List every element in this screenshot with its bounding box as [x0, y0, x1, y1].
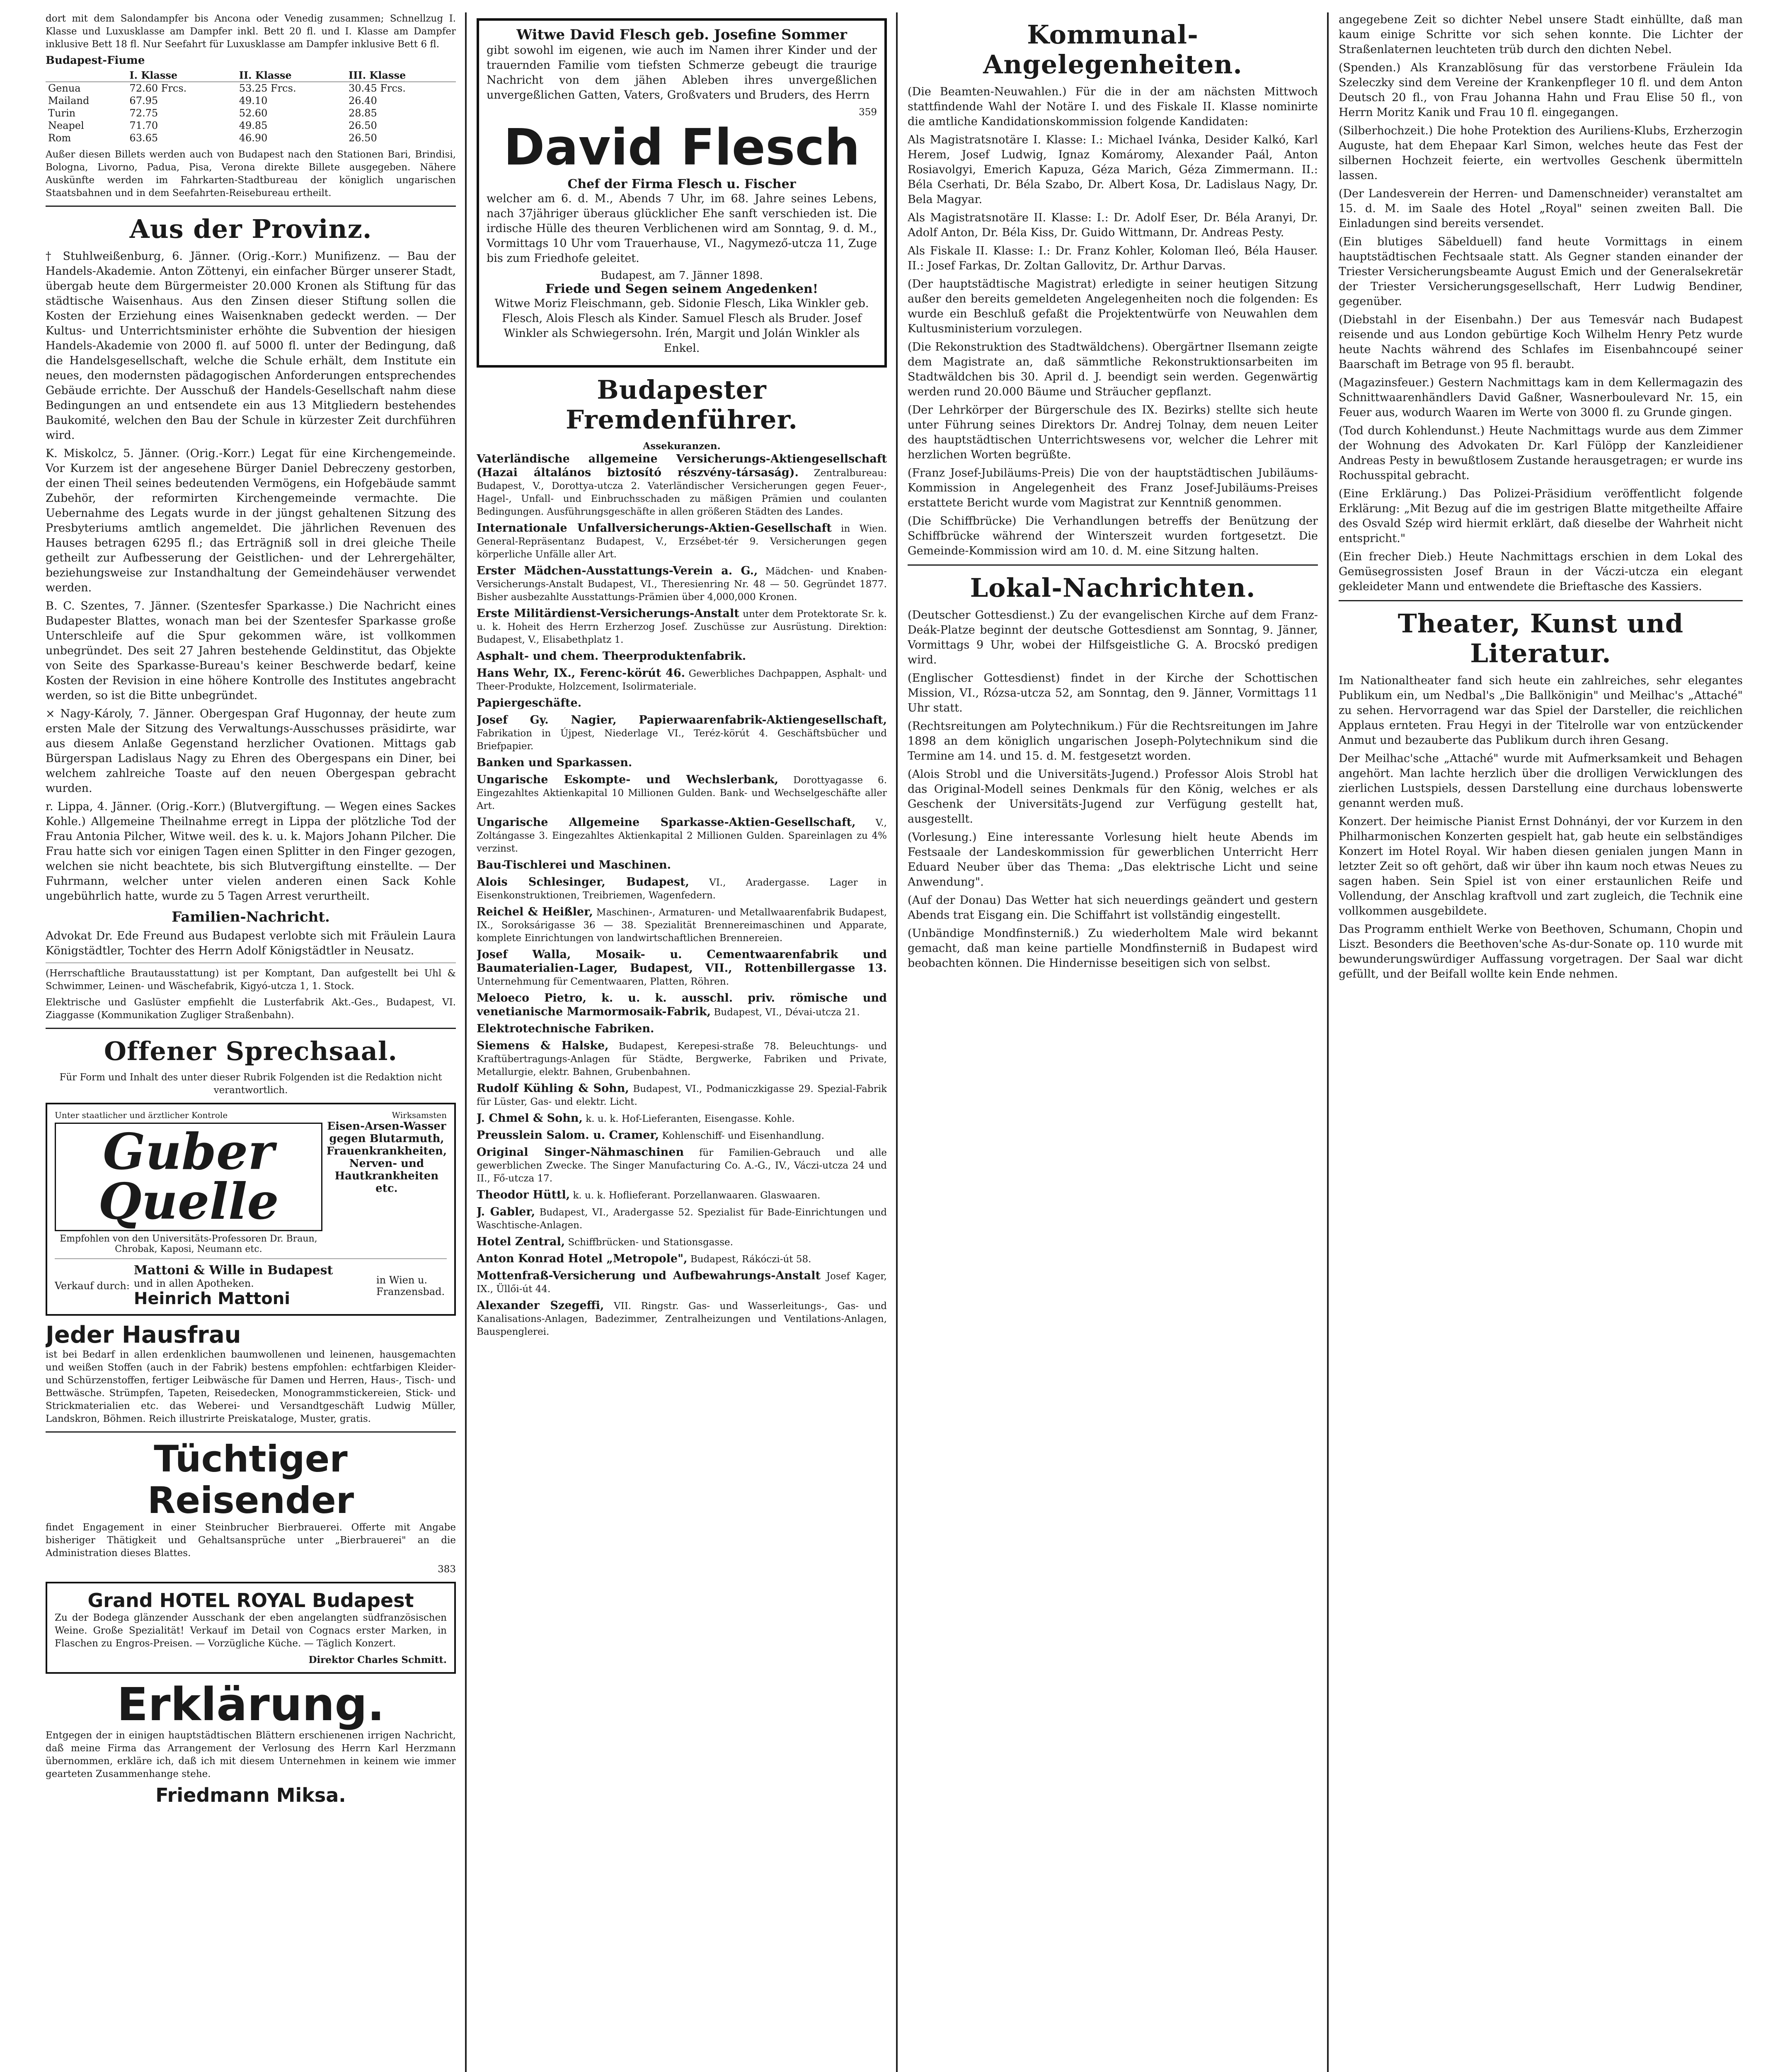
- timetable-row: [46, 107, 456, 119]
- guber-quelle-logo: Guber Quelle: [55, 1123, 322, 1231]
- article-paragraph: (Auf der Donau) Das Wetter hat sich neuerdings geändert und gestern Abends trat Eisgang ein. Die Schiffahrt ist vollständig eingestellt.: [908, 894, 1318, 922]
- timetable-cell: 53.25 Frcs.: [239, 82, 296, 94]
- guide-entry-name: Elektrotechnische Fabriken.: [477, 1022, 654, 1035]
- ad-seller: Mattoni & Wille in Budapest: [133, 1263, 333, 1278]
- guide-entry-name: Siemens & Halske,: [477, 1039, 609, 1052]
- article-paragraph: K. Miskolcz, 5. Jänner. (Orig.-Korr.) Legat für eine Kirchengemeinde. Vor Kurzem ist der angesehene Bürger Daniel Debreczeny gestorben, der einen Theil seines bedeutenden Vermögens, ein Hofgebäude sammt Zubehör, der reformirten Kirchengemeinde vermachte. Die Uebernahme des Legats wurde in der jüngst gehaltenen Sitzung des Presbyteriums amtlich angemeldet. Die jährlichen Revenuen des Hauses betragen 6295 fl.; das Erträgniß soll in drei gleiche Theile getheilt zur Aufbesserung der Geistlichen- und der Lehrergehälter, beziehungsweise zur Instandhaltung der Gemeindehäuser verwendet werden.: [46, 447, 456, 594]
- section-title-kommunal: Kommunal-Angelegenheiten.: [983, 19, 1242, 80]
- article-paragraph: Das Programm enthielt Werke von Beethoven, Schumann, Chopin und Liszt. Besonders die Beethoven'sche As-dur-Sonate op. 110 wurde mit bewunderungswürdiger Auffassung vorgetragen. Der Saal war dicht gefüllt, und der Beifall wollte kein Ende nehmen.: [1339, 923, 1743, 980]
- guide-entry: [477, 650, 887, 663]
- guide-entry-name: Banken und Sparkassen.: [477, 756, 632, 769]
- ad-grand-hotel: [46, 1582, 456, 1674]
- guide-entry-text: Budapest, VI., Dévai-utcza 21.: [714, 1007, 860, 1018]
- obituary-number: 359: [859, 107, 877, 118]
- article-paragraph: (Der Lehrkörper der Bürgerschule des IX. Bezirks) stellte sich heute unter Führung seines Direktors Dr. Andrej Tolnay, dem neuen Leiter des hauptstädtischen Unterrichtswesens vor, welcher die Lehrer mit herzlichen Worten begrüßte.: [908, 404, 1318, 461]
- guide-entry: [477, 1082, 887, 1109]
- guide-entry-text: Gewerbliches Dachpappen, Asphalt- und Theer-Produkte, Holzcement, Isolirmateriale.: [477, 668, 887, 692]
- guide-entry-text: VI., Aradergasse. Lager in Eisenkonstruktionen, Treibriemen, Wagenfedern.: [477, 877, 887, 901]
- timetable-cell: 67.95: [129, 95, 158, 107]
- guide-entry-name: Ungarische Eskompte- und Wechslerbank,: [477, 773, 779, 786]
- timetable-cell: Turin: [48, 107, 76, 119]
- guide-entry-name: J. Chmel & Sohn,: [477, 1112, 583, 1125]
- ad-hausfrau-title: Jeder Hausfrau: [46, 1322, 241, 1348]
- guide-entry-text: Unternehmung für Cementwaaren, Platten, Röhren.: [477, 976, 729, 987]
- guide-entry: [477, 992, 887, 1019]
- guide-entry-name: Theodor Hüttl,: [477, 1188, 570, 1201]
- guide-entry-text: für Familien-Gebrauch und alle gewerblichen Zwecke. The Singer Manufacturing Co. A.-G., IV., Váczi-utcza 24 und II., Fő-utcza 17.: [477, 1147, 887, 1184]
- guide-entry: [477, 905, 887, 945]
- guide-entry: [477, 1039, 887, 1079]
- guide-entry-name: Papiergeschäfte.: [477, 697, 582, 709]
- timetable-cell: 63.65: [129, 132, 158, 144]
- timetable-header: I. Klasse: [127, 69, 236, 82]
- guide-entry-text: Budapest, Kerepesi-straße 78. Beleuchtungs- und Kraftübertragungs-Anlagen für Städte, Bergwerke, Fabriken und Private, Metallurgie, elektr. Bahnen, Grubenbahnen.: [477, 1041, 887, 1077]
- guide-entry-name: Mottenfraß-Versicherung und Aufbewahrungs-Anstalt: [477, 1269, 821, 1282]
- divider: [46, 1028, 456, 1029]
- ad-reisender-title: Tüchtiger Reisender: [147, 1438, 354, 1522]
- obituary-intro: gibt sowohl im eigenen, wie auch im Namen ihrer Kinder und der trauernden Familie vom tiefsten Schmerze gebeugt die traurige Nachricht von dem jähen Ableben ihres unvergeßlichen unvergeßlichen Gatten, Vaters, Großvaters und Bruders, des Herrn: [487, 44, 877, 102]
- guide-entry: [477, 607, 887, 646]
- article-paragraph: (Diebstahl in der Eisenbahn.) Der aus Temesvár nach Budapest reisende und aus London gebürtige Koch Wilhelm Henry Petz wurde heute Nachts während des Schlafes im Eisenbahncoupé seiner Baarschaft im Betrage von 95 fl. beraubt.: [1339, 313, 1743, 371]
- guide-entry-name: Asphalt- und chem. Theerproduktenfabrik.: [477, 650, 746, 663]
- timetable-cell: 46.90: [239, 132, 268, 144]
- ad-guber-quelle: [46, 1103, 456, 1316]
- guide-entry: [477, 756, 887, 770]
- timetable-header: II. Klasse: [237, 69, 346, 82]
- article-paragraph: (Vorlesung.) Eine interessante Vorlesung hielt heute Abends im Festsaale der Landeskommission für gewerblichen Unterricht Herr Eduard Neuber über das Thema: „Das elektrische Licht und seine Anwendung".: [908, 831, 1318, 888]
- timetable-cell: 49.85: [239, 120, 268, 131]
- article-paragraph: Konzert. Der heimische Pianist Ernst Dohnányi, der vor Kurzem in den Philharmonischen Konzerten gespielt hat, gab heute ein selbständiges Konzert im Hotel Royal. Wir haben diesen genialen jungen Mann in letzter Zeit so oft gehört, daß wir über ihn kaum noch etwas Neues zu sagen haben. Sein Spiel ist von einer erstaunlichen Reife und Vollendung, der Anschlag kraftvoll und zart zugleich, die Technik eine vollkommen ausgebildete.: [1339, 815, 1743, 917]
- guide-entry: [477, 876, 887, 902]
- article-paragraph: (Der hauptstädtische Magistrat) erledigte in seiner heutigen Sitzung außer den bereits gemeldeten Angelegenheiten noch die folgenden: Es wurde ein Beschluß gefaßt die Projektentwürfe von Neuwahlen dem Kultusministerium vorzulegen.: [908, 278, 1318, 335]
- timetable-cell: Genua: [48, 82, 81, 94]
- guide-entry-text: Maschinen-, Armaturen- und Metallwaarenfabrik Budapest, IX., Soroksárigasse 36 — 38. Spezialität Brennereimaschinen und Apparate, komplete Einrichtungen von landwirtschaftlichen Brennereien.: [477, 907, 887, 944]
- timetable-intro: dort mit dem Salondampfer bis Ancona oder Venedig zusammen; Schnellzug I. Klasse und Luxusklasse am Dampfer inkl. Bett 20 fl. und I. Klasse am Dampfer inklusive Bett 18 fl. Nur Seefahrt für Luxusklasse am Dampfer inklusive Bett 6 fl.: [46, 13, 456, 50]
- ad-grand-director: Direktor Charles Schmitt.: [308, 1654, 447, 1665]
- guide-entry-text: Josef Kager, IX., Üllői-út 44.: [477, 1271, 887, 1295]
- obituary-date: Budapest, am 7. Jänner 1898.: [601, 269, 763, 282]
- ad-label: Verkauf durch:: [55, 1280, 130, 1292]
- guide-entry-text: V., Zoltángasse 3. Eingezahltes Aktienkapital 2 Millionen Gulden. Spareinlagen zu 4% verzinst.: [477, 818, 887, 854]
- guide-entry: [477, 1205, 887, 1232]
- timetable-cell: 26.50: [349, 132, 377, 144]
- article-paragraph: (Eine Erklärung.) Das Polizei-Präsidium veröffentlicht folgende Erklärung: „Mit Bezug auf die im gestrigen Blatte mitgetheilte Affaire des Osvald Szép wird hiermit erklärt, daß dieselbe der Wahrheit nicht entspricht.": [1339, 487, 1743, 545]
- timetable-cell: 30.45 Frcs.: [349, 82, 406, 94]
- obituary-role: Chef der Firma Flesch u. Fischer: [567, 177, 796, 191]
- section-title-theater: Theater, Kunst und Literatur.: [1397, 608, 1684, 668]
- article-paragraph: (Unbändige Mondfinsterniß.) Zu wiederholtem Male wird bekannt gemacht, daß man keine partielle Mondfinsterniß in Budapest wird beobachten können. Die Hindernisse beseitigen sich von selbst.: [908, 927, 1318, 970]
- ad-brand: Heinrich Mattoni: [133, 1289, 290, 1308]
- family-notice: Advokat Dr. Ede Freund aus Budapest verlobte sich mit Fräulein Laura Königstädtler, Tochter des Herrn Adolf Königstädtler in Neusatz.: [46, 929, 456, 957]
- article-paragraph: (Die Schiffbrücke) Die Verhandlungen betreffs der Benützung der Schiffbrücke während der Winterszeit wurden fortgesetzt. Die Gemeinde-Kommission wird am 10. d. M. eine Sitzung halten.: [908, 515, 1318, 557]
- guide-entry: [477, 714, 887, 753]
- guide-entry: [477, 773, 887, 813]
- guide-entry: [477, 1235, 887, 1249]
- obituary-text: welcher am 6. d. M., Abends 7 Uhr, im 68. Jahre seines Lebens, nach 37jähriger überaus glücklicher Ehe sanft verschieden ist. Die irdische Hülle des theuren Verblichenen wird am Sonntag, 9. d. M., Vormittags 10 Uhr vom Trauerhause, VI., Nagymező-utcza 11, Zuge bis zum Friedhofe geleitet.: [487, 192, 877, 265]
- obituary-name: David Flesch: [503, 119, 860, 177]
- guide-entry-text: VII. Ringstr. Gas- und Wasserleitungs-, Gas- und Kanalisations-Anlagen, Badezimmer, Zentralheizungen und Ventilations-Anlagen, Bauspenglerei.: [477, 1301, 887, 1337]
- timetable-cell: 26.50: [349, 120, 377, 131]
- ad-reisender-text: findet Engagement in einer Steinbrucher Bierbrauerei. Offerte mit Angabe bisheriger Thätigkeit und Gehaltsansprüche unter „Bierbrauerei" an die Administration dieses Blattes.: [46, 1522, 456, 1559]
- article-paragraph: (Ein blutiges Säbelduell) fand heute Vormittags in einem hauptstädtischen Fechtsaale statt. Als Gegner standen einander der Triester Versicherungsbeamte August Emich und der Generalsekretär der Triester Versicherungsgesellschaft, Herr Ludwig Bendiner, gegenüber.: [1339, 235, 1743, 308]
- ad-grand-title: Grand HOTEL ROYAL Budapest: [87, 1589, 414, 1612]
- article-paragraph: (Tod durch Kohlendunst.) Heute Nachmittags wurde aus dem Zimmer der Wohnung des Advokaten Dr. Karl Fülöpp der Kanzleidiener Andreas Pesty in bewußtlosem Zustande herausgetragen; er wurde ins Rochusspital gebracht.: [1339, 424, 1743, 482]
- section-title-family: Familien-Nachricht.: [172, 909, 330, 925]
- timetable-title: Budapest-Fiume: [46, 54, 145, 67]
- timetable-cell: 52.60: [239, 107, 268, 119]
- timetable: [46, 69, 456, 144]
- column-1: [46, 12, 456, 2072]
- guide-entry-name: Original Singer-Nähmaschinen: [477, 1146, 684, 1159]
- article-paragraph: † Stuhlweißenburg, 6. Jänner. (Orig.-Korr.) Munifizenz. — Bau der Handels-Akademie. Anton Zöttenyi, ein einfacher Bürger unserer Stadt, übergab heute dem Bürgermeister 20.000 Kronen als Stiftung für das städtische Waisenhaus. Aus den Zinsen dieser Stiftung sollen die Kosten der Erziehung eines Waisenknaben gedeckt werden. — Der Kultus- und Unterrichtsminister erhöhte die Subvention der hiesigen Handels-Akademie von 2000 fl. auf 5000 fl. unter der Bedingung, daß die Handelsgesellschaft, welche die Schule erhält, dem Institute ein neues, den modernsten pädagogischen Anforderungen entsprechendes Gebäude errichte. Der Ausschuß der Handels-Gesellschaft nahm diese Bedingungen an und entsendete ein aus 13 Mitgliedern bestehendes Baukomité, welchen den Bau der Schule in kürzester Zeit durchführen wird.: [46, 250, 456, 442]
- article-paragraph: r. Lippa, 4. Jänner. (Orig.-Korr.) (Blutvergiftung. — Wegen eines Sackes Kohle.) Allgemeine Theilnahme erregt in Lippa der plötzliche Tod der Frau Antonia Pilcher, Witwe weil. des k. u. k. Majors Johann Pilcher. Die Frau hatte sich vor einigen Tagen einen Splitter in den Finger gezogen, welchen sie nicht beachtete, bis sich Blutvergiftung einstellte. — Der Fuhrmann, welcher unter vielen anderen einen Sack Kohle ungebührlich hatte, wurde zu 5 Tagen Arrest verurtheilt.: [46, 800, 456, 903]
- timetable-cell: Neapel: [48, 120, 84, 131]
- timetable-cell: 72.60 Frcs.: [129, 82, 187, 94]
- erklaerung-title: Erklärung.: [117, 1678, 385, 1731]
- guide-entry-text: unter dem Protektorate Sr. k. u. k. Hoheit des Herrn Erzherzog Josef. Zuschüsse zur Ausrüstung. Direktion: Budapest, V., Elisabethplatz 1.: [477, 609, 887, 645]
- article-paragraph: Als Magistratsnotäre II. Klasse: I.: Dr. Adolf Eser, Dr. Béla Aranyi, Dr. Adolf Anton, Dr. Béla Kiss, Dr. Guido Wittmann, Dr. Andreas Pesty.: [908, 211, 1318, 239]
- article-paragraph: (Deutscher Gottesdienst.) Zu der evangelischen Kirche auf dem Franz-Deák-Platze beginnt der deutsche Gottesdienst am Sonntag, 9. Jänner, Vormittags 9 Uhr, wobei der Hilfsgeistliche G. A. Brocskó predigen wird.: [908, 609, 1318, 666]
- guide-entry: [477, 1188, 887, 1202]
- article-paragraph: angegebene Zeit so dichter Nebel unsere Stadt einhüllte, daß man kaum einige Schritte vor sich sehen konnte. Die Lichter der Straßenlaternen leuchteten trüb durch den dichten Nebel.: [1339, 13, 1743, 56]
- guide-entry-name: Alexander Szegeffi,: [477, 1299, 604, 1312]
- article-paragraph: (Der Landesverein der Herren- und Damenschneider) veranstaltet am 15. d. M. im Saale des Hotel „Royal" seinen zweiten Ball. Die Einladungen sind bereits versendet.: [1339, 187, 1743, 230]
- guide-entry-text: in Wien. General-Repräsentanz Budapest, V., Erzsébet-tér 9. Versicherungen gegen körperliche Unfälle aller Art.: [477, 523, 887, 560]
- small-ad: Elektrische und Gaslüster empfiehlt die Lusterfabrik Akt.-Ges., Budapest, VI. Ziaggasse (Kommunikation Zugliger Straßenbahn).: [46, 997, 456, 1021]
- guide-entry: [477, 1022, 887, 1036]
- ad-description: Eisen-Arsen-Wasser gegen Blutarmuth, Frauenkrankheiten, Nerven- und Hautkrankheiten etc.: [326, 1120, 447, 1195]
- sprechsaal-note: Für Form und Inhalt des unter dieser Rubrik Folgenden ist die Redaktion nicht verantwortlich.: [59, 1072, 442, 1096]
- column-rule: [465, 12, 467, 2072]
- timetable-cell: Rom: [48, 132, 71, 144]
- guide-entry-text: Kohlenschiff- und Eisenhandlung.: [662, 1130, 825, 1141]
- guide-entry-name: Erster Mädchen-Ausstattungs-Verein a. G.,: [477, 564, 758, 577]
- guide-entry-name: Bau-Tischlerei und Maschinen.: [477, 859, 671, 871]
- section-title-local: Lokal-Nachrichten.: [970, 573, 1256, 603]
- guide-entry-name: Josef Gy. Nagier, Papierwaarenfabrik-Aktiengesellschaft,: [477, 714, 887, 726]
- guide-entry: [477, 1252, 887, 1266]
- guide-entry-text: Fabrikation in Újpest, Niederlage VI., Teréz-körút 4. Geschäftsbücher und Briefpapier.: [477, 728, 887, 752]
- guide-entry-text: k. u. k. Hoflieferant. Porzellanwaaren. Glaswaaren.: [573, 1190, 821, 1201]
- guide-entry: [477, 948, 887, 988]
- divider: [46, 206, 456, 207]
- article-paragraph: (Spenden.) Als Kranzablösung für das verstorbene Fräulein Ida Szeleczky sind dem Vereine der Krankenpfleger 10 fl. und dem Anton Deutsch 20 fl., von Frau Johanna Hahn und Frau Elise 50 fl., von Herrn Moritz Kanik und Frau 10 fl. eingegangen.: [1339, 61, 1743, 119]
- guide-entry: [477, 859, 887, 872]
- timetable-cell: 49.10: [239, 95, 268, 107]
- divider: [908, 564, 1318, 566]
- article-paragraph: (Die Rekonstruktion des Stadtwäldchens). Obergärtner Ilsemann zeigte dem Magistrate an, daß sämmtliche Rekonstruktionsarbeiten im Stadtwäldchen bis 30. April d. J. beendigt sein werden. Gegenwärtig werden rund 20.000 Bäume und Sträucher gepflanzt.: [908, 341, 1318, 398]
- article-paragraph: (Magazinsfeuer.) Gestern Nachmittags kam in dem Kellermagazin des Schnittwaarenhändlers David Gaßner, Wasnerboulevard Nr. 15, ein Feuer aus, wodurch Waaren im Werte von 3000 fl. zu Grunde gingen.: [1339, 376, 1743, 419]
- guide-entry-name: Erste Militärdienst-Versicherungs-Anstalt: [477, 607, 739, 620]
- column-rule: [896, 12, 898, 2072]
- newspaper-page: [46, 12, 1743, 2072]
- section-title-guide: Budapester Fremdenführer.: [565, 375, 798, 435]
- erklaerung-text: Entgegen der in einigen hauptstädtischen Blättern erschienenen irrigen Nachricht, daß meine Firma das Arrangement der Verlosung des Herrn Karl Herzmann übernommen, erkläre ich, daß ich mit diesem Unternehmen in keinem wie immer gearteten Zusammenhange stehe.: [46, 1730, 456, 1779]
- guide-entry: [477, 453, 887, 518]
- guide-entry-name: Josef Walla, Mosaik- u. Cementwaarenfabrik und Baumaterialien-Lager, Budapest, VII., Rottenbillergasse 13.: [477, 948, 887, 975]
- ad-recommendation: Empfohlen von den Universitäts-Professoren Dr. Braun, Chrobak, Kaposi, Neumann etc.: [60, 1234, 317, 1254]
- guide-entry-text: Mädchen- und Knaben-Versicherungs-Anstalt Budapest, VI., Theresienring Nr. 48 — 50. Gegründet 1877. Bisher ausbezahlte Ausstattungs-Prämien über 4,000,000 Kronen.: [477, 566, 887, 603]
- timetable-cell: 28.85: [349, 107, 377, 119]
- guide-entry: [477, 1269, 887, 1296]
- timetable-cell: Mailand: [48, 95, 90, 107]
- article-paragraph: (Alois Strobl und die Universitäts-Jugend.) Professor Alois Strobl hat das Original-Modell seines Denkmals für den König, welches er als Geschenk der Universitäts-Jugend zur Verfügung gestellt hat, ausgestellt.: [908, 768, 1318, 825]
- guide-entry-text: Budapest, VI., Podmaniczkigasse 29. Spezial-Fabrik für Lüster, Gas- und elektr. Licht.: [477, 1084, 887, 1107]
- article-paragraph: B. C. Szentes, 7. Jänner. (Szentesfer Sparkasse.) Die Nachricht eines Budapester Blattes, wonach man bei der Szentesfer Sparkasse große Unterschleife auf die Spur gekommen wäre, ist vollkommen unbegründet. Des seit 27 Jahren bestehende Geldinstitut, das Objekte von Seite des Sparkasse-Bureau's keiner Beschwerde bedarf, keine Kosten der Revision in eine höhere Kontrolle des Institutes angebracht werden, so ist die Bitte unbegründet.: [46, 600, 456, 702]
- guide-entry: [477, 1299, 887, 1339]
- small-ad: (Herrschaftliche Brautausstattung) ist per Komptant, Dan aufgestellt bei Uhl & Schwimmer, Leinen- und Wäschefabrik, Kigyó-utcza 1, 1. Stock.: [46, 968, 456, 992]
- article-paragraph: (Die Beamten-Neuwahlen.) Für die in der am nächsten Mittwoch stattfindende Wahl der Notäre I. und des Fiskale II. Klasse nominirte die amtliche Kandidationskommission folgende Kandidaten:: [908, 85, 1318, 128]
- article-paragraph: (Englischer Gottesdienst) findet in der Kirche der Schottischen Mission, VI., Rózsa-utcza 52, am Sonntag, den 9. Jänner, Vormittags 11 Uhr statt.: [908, 672, 1318, 714]
- guide-entry-name: Vaterländische allgemeine Versicherungs-Aktiengesellschaft (Hazai általános biztosító részvény-társaság).: [477, 453, 887, 479]
- article-paragraph: (Ein frecher Dieb.) Heute Nachmittags erschien in dem Lokal des Gemüsegrossisten Josef Braun in der Váczi-utcza ein elegant gekleideter Mann und entwendete die Brieftasche des Kassiers.: [1339, 550, 1743, 593]
- guide-entry-text: Budapest, Rákóczi-út 58.: [690, 1254, 811, 1265]
- guide-entry: [477, 1129, 887, 1143]
- guide-entry-name: Reichel & Heißler,: [477, 905, 593, 918]
- timetable-row: [46, 94, 456, 107]
- guide-entry-name: Meloeco Pietro, k. u. k. ausschl. priv. römische und venetianische Marmormosaik-Fabrik,: [477, 992, 887, 1018]
- guide-entry: [477, 816, 887, 855]
- guide-subtitle: Assekuranzen.: [643, 441, 721, 452]
- article-paragraph: Als Fiskale II. Klasse: I.: Dr. Franz Kohler, Koloman Ileó, Béla Hauser. II.: Josef Farkas, Dr. Zoltan Gallovitz, Dr. Arthur Darvas.: [908, 244, 1318, 272]
- ad-grand-text: Zu der Bodega glänzender Ausschank der eben angelangten südfranzösischen Weine. Große Spezialität! Verkauf im Detail von Cognacs erster Marken, in Flaschen zu Engros-Preisen. — Vorzügliche Küche. — Täglich Konzert.: [55, 1612, 447, 1649]
- timetable-row: [46, 119, 456, 132]
- guide-entry-name: Rudolf Kühling & Sohn,: [477, 1082, 629, 1095]
- ad-hausfrau-text: ist bei Bedarf in allen erdenklichen baumwollenen und leinenen, hausgemachten und weißen Stoffen (auch in der Fabrik) bestens empfohlen: echtfarbigen Kleider- und Schürzenstoffen, fertiger Leibwäsche für Damen und Herren, Haus-, Tisch- und Bettwäsche. Strümpfen, Tapeten, Reisedecken, Monogrammstickereien, Stick- und Strickmaterialien etc. das Weberei- und Versandtgeschäft Ludwig Müller, Landskron, Böhmen. Reich illustrirte Preiskataloge, Muster, gratis.: [46, 1349, 456, 1424]
- ad-label: in Wien u. Franzensbad.: [376, 1274, 445, 1297]
- section-title-province: Aus der Provinz.: [129, 214, 372, 244]
- obituary-family: Witwe Moriz Fleischmann, geb. Sidonie Flesch, Lika Winkler geb. Flesch, Alois Flesch als Kinder. Samuel Flesch als Bruder. Josef Winkler als Schwiegersohn. Irén, Margit und Jolán Winkler als Enkel.: [494, 297, 869, 355]
- timetable-cell: 71.70: [129, 120, 158, 131]
- guide-entry-name: J. Gabler,: [477, 1205, 535, 1218]
- timetable-row: [46, 132, 456, 144]
- article-paragraph: (Franz Josef-Jubiläums-Preis) Die von der hauptstädtischen Jubiläums-Kommission in Angelegenheit des Franz Josef-Jubiläums-Preises erstattete Bericht wurde vom Magistrat zur Kenntniß genommen.: [908, 467, 1318, 509]
- guide-entry-name: Anton Konrad Hotel „Metropole",: [477, 1252, 688, 1265]
- guide-entry-name: Alois Schlesinger, Budapest,: [477, 876, 689, 888]
- guide-entry: [477, 522, 887, 561]
- timetable-row: [46, 82, 456, 95]
- guide-entry-name: Preusslein Salom. u. Cramer,: [477, 1129, 659, 1142]
- guide-entry: [477, 667, 887, 693]
- ad-label: Wirksamsten: [392, 1110, 447, 1120]
- ad-seller-sub: und in allen Apotheken.: [133, 1278, 254, 1289]
- guide-entry-text: Dorottyagasse 6. Eingezahltes Aktienkapital 10 Millionen Gulden. Bank- und Wechselgeschäfte aller Art.: [477, 775, 887, 811]
- guide-entry-text: Budapest, VI., Aradergasse 52. Spezialist für Bade-Einrichtungen und Waschtische-Anlagen.: [477, 1207, 887, 1231]
- divider: [46, 1431, 456, 1433]
- timetable-header: III. Klasse: [346, 69, 456, 82]
- guide-entry-text: k. u. k. Hof-Lieferanten, Eisengasse. Kohle.: [586, 1113, 795, 1124]
- article-paragraph: Im Nationaltheater fand sich heute ein zahlreiches, sehr elegantes Publikum ein, um Nedbal's „Die Ballkönigin" und Meilhac's „Attaché" zu sehen. Hervorragend war das Spiel der Darsteller, die reichlichen Applaus ernteten. Frau Hegyi in der Titelrolle war von entzückender Anmut und bezauberte das Publikum durch ihren Gesang.: [1339, 674, 1743, 747]
- ad-label: Unter staatlicher und ärztlicher Kontrole: [55, 1110, 228, 1120]
- guide-entry-text: Zentralbureau: Budapest, V., Dorottya-utcza 2. Vaterländischer Versicherungen gegen Feuer-, Hagel-, Unfall- und Einbruchsschaden zu mäßigen Prämien und coulanten Bedingungen. Ausführungsgeschäfte in allen größeren Städten des Landes.: [477, 468, 887, 517]
- divider: [1339, 600, 1743, 601]
- guide-entry-name: Hotel Zentral,: [477, 1235, 565, 1248]
- guide-entry: [477, 1146, 887, 1185]
- guide-entry: [477, 564, 887, 604]
- obituary-box: [477, 18, 887, 368]
- article-paragraph: (Rechtsreitungen am Polytechnikum.) Für die Rechtsreitungen im Jahre 1898 an dem königlich ungarischen Joseph-Polytechnikum sind die Termine am 14. und 15. d. M. festgesetzt worden.: [908, 720, 1318, 762]
- guide-entry: [477, 697, 887, 710]
- section-title-sprechsaal: Offener Sprechsaal.: [104, 1036, 398, 1066]
- column-4: [1339, 12, 1743, 2072]
- obituary-peace: Friede und Segen seinem Angedenken!: [545, 282, 819, 296]
- article-paragraph: Als Magistratsnotäre I. Klasse: I.: Michael Ivánka, Desider Kalkó, Karl Herem, Josef Ludwig, Ignaz Komáromy, Alexander Paál, Anton Rosiavolgyi, Emerich Kapuza, Géza Marich, Géza Zimmermann. II.: Béla Cserhati, Dr. Béla Szabo, Dr. Albert Kosa, Dr. Ladislaus Nagy, Dr. Bela Magyar.: [908, 133, 1318, 206]
- timetable-cell: 72.75: [129, 107, 158, 119]
- guide-entry-name: Hans Wehr, IX., Ferenc-körút 46.: [477, 667, 685, 680]
- erklaerung-signature: Friedmann Miksa.: [155, 1784, 346, 1806]
- guide-entry: [477, 1112, 887, 1126]
- column-2: [477, 12, 887, 2072]
- ad-number: 383: [438, 1564, 456, 1575]
- timetable-note: Außer diesen Billets werden auch von Budapest nach den Stationen Bari, Brindisi, Bologna, Livorno, Padua, Pisa, Verona direkte Billete ausgegeben. Nähere Auskünfte werden im Fahrkarten-Stadtbureau der königlich ungarischen Staatsbahnen und in dem Seefahrten-Reisebureau ertheilt.: [46, 149, 456, 198]
- column-rule: [1327, 12, 1329, 2072]
- timetable-header: [46, 69, 127, 82]
- guide-entry-text: Schiffbrücken- und Stationsgasse.: [568, 1237, 733, 1248]
- obituary-heading: Witwe David Flesch geb. Josefine Sommer: [516, 27, 847, 43]
- article-paragraph: (Silberhochzeit.) Die hohe Protektion des Auriliens-Klubs, Erzherzogin Auguste, hat dem Ehepaar Karl Simon, welches heute das Fest der silbernen Hochzeit feierte, ein wertvolles Geschenk übermitteln lassen.: [1339, 124, 1743, 182]
- article-paragraph: Der Meilhac'sche „Attaché" wurde mit Aufmerksamkeit und Behagen angehört. Man lachte herzlich über die drolligen Verwicklungen des zierlichen Lustspiels, dessen Darstellung eine durchaus lobenswerte genannt werden muß.: [1339, 752, 1743, 810]
- column-3: [908, 12, 1318, 2072]
- timetable-cell: 26.40: [349, 95, 377, 107]
- guide-entry-name: Ungarische Allgemeine Sparkasse-Aktien-Gesellschaft,: [477, 816, 856, 829]
- article-paragraph: × Nagy-Károly, 7. Jänner. Obergespan Graf Hugonnay, der heute zum ersten Male der Sitzung des Verwaltungs-Ausschusses präsidirte, war aus diesem Anlaße Gegenstand herzlicher Ovationen. Mittags gab Bürgerspan Ladislaus Nagy zu Ehren des Obergespans ein Diner, bei welchem zahlreiche Toaste auf den neuen Obergespan gebracht wurden.: [46, 707, 456, 795]
- guide-entry-name: Internationale Unfallversicherungs-Aktien-Gesellschaft: [477, 522, 832, 535]
- guide-list: [477, 453, 887, 1339]
